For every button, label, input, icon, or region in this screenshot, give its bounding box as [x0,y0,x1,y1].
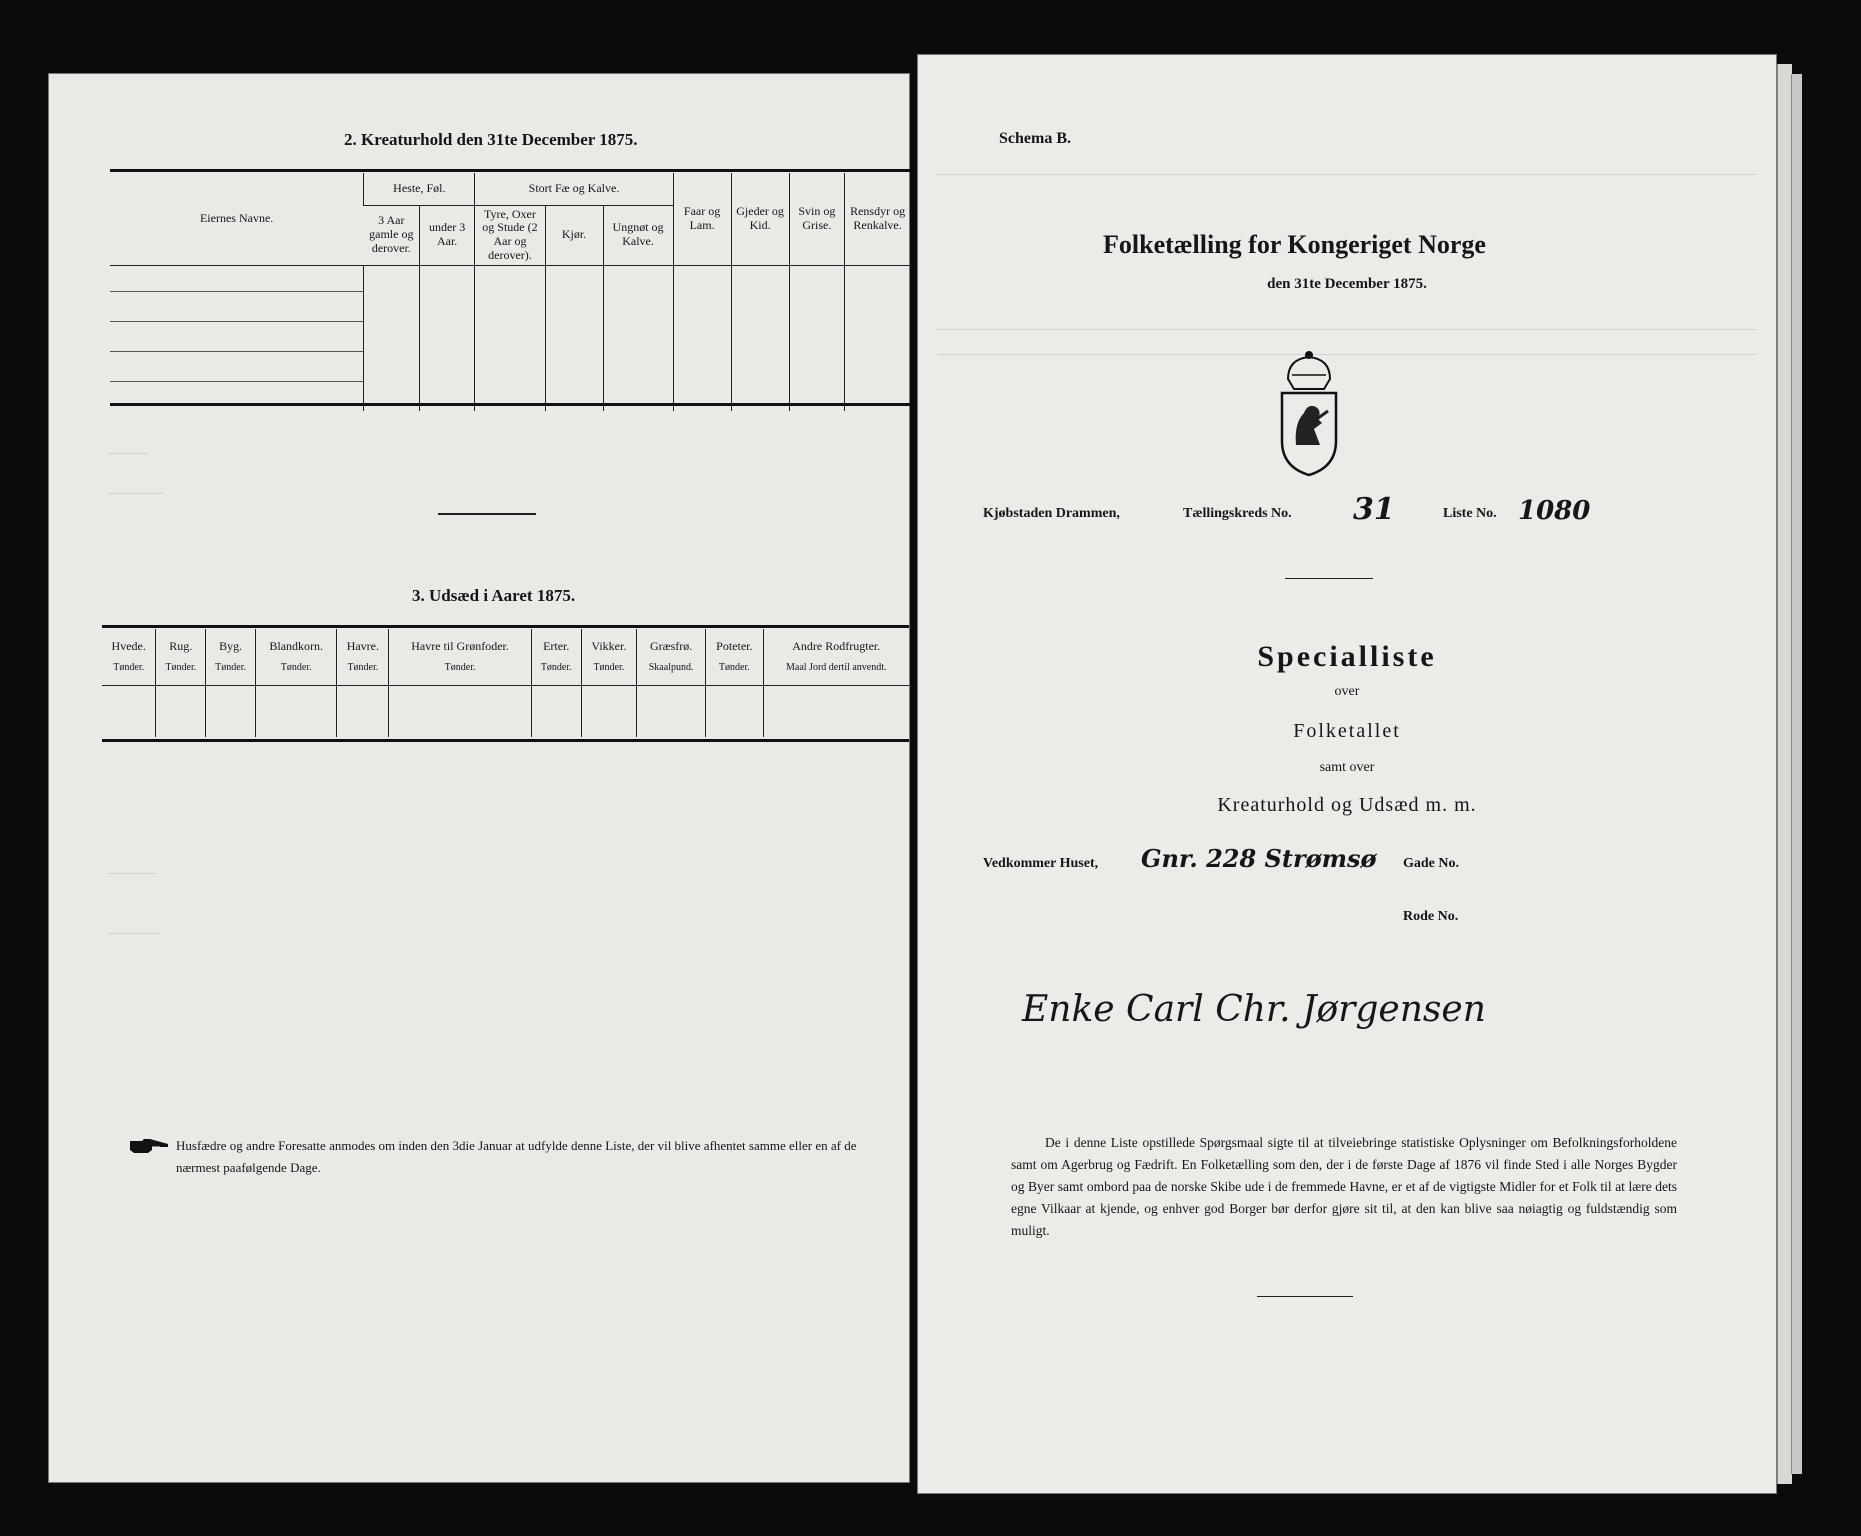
seed-cell [206,685,256,737]
schema-label: Schema B. [999,130,1071,147]
vedkommer-label: Vedkommer Huset, [983,856,1099,871]
col-pigs: Svin og Grise. [789,173,845,265]
seed-col-header [581,629,636,685]
house-line [983,844,1683,884]
seed-cell [389,685,532,737]
house-value: Gnr. 228 Strømsø [1141,844,1377,873]
seed-col-name: Hvede. [111,639,146,654]
col-sheep: Faar og Lam. [673,173,731,265]
seed-col-name: Andre Rodfrugter. [792,639,881,654]
seed-cell [581,685,636,737]
folketallet-heading: Folketallet [1293,720,1401,742]
seed-cell [156,685,206,737]
seed-col-name: Havre til Grønfoder. [411,639,509,654]
kreds-value: 31 [1353,492,1395,527]
seed-cell [255,685,336,737]
seed-table [102,629,909,737]
section2-title: 2. Kreaturhold den 31te December 1875. [344,130,638,149]
seed-col-unit: Maal Jord dertil anvendt. [786,661,887,673]
col-horses-young: under 3 Aar. [419,205,475,265]
seed-cell [102,685,156,737]
seed-col-name: Rug. [169,639,193,654]
table2-bottom-rule [110,403,910,406]
show-through-line [108,873,156,874]
seed-col-name: Byg. [219,639,243,654]
seed-col-unit: Tønder. [444,661,476,673]
page-edge [1791,74,1802,1474]
pointing-hand-icon [128,1136,172,1156]
table3-bottom-rule [102,739,909,742]
seed-cell [706,685,763,737]
info-paragraph: De i denne Liste opstillede Spørgsmaal sigte til at tilveiebringe statistiske Oplysninger om Befolkningsforholdene samt om Agerbrug og Fædrift. En Folketælling som den, der i de første Dage af 1876 vil finde Sted i alle Norges Bygder og Byer samt ombord paa de norske Skibe ude i de fremmede Havne, er et af de vigtigste Midler for et Folk til at lære dets egne Vilkaar at kjende, og enhver god Borger bør derfor gjøre sit til, at den kan blive saa nøiagtig og fuldstændig som muligt. [1011,1135,1677,1238]
seed-cell [763,685,909,737]
show-through-line [937,354,1757,355]
kjobstaden-label: Kjøbstaden Drammen, [983,506,1120,521]
seed-col-header [255,629,336,685]
signature: Enke Carl Chr. Jørgensen [1022,989,1486,1030]
census-title: Folketælling for Kongeriget Norge [1103,230,1486,259]
col-horses: Heste, Føl. [364,173,475,205]
divider-line [1285,578,1373,579]
seed-col-header [531,629,581,685]
specialliste-heading: Specialliste [1257,640,1437,673]
show-through-line [937,329,1757,330]
seed-col-unit: Tønder. [718,661,750,673]
show-through-line [108,453,148,454]
seed-col-header [763,629,909,685]
seed-col-header [156,629,206,685]
coat-of-arms-icon [1274,349,1344,479]
seed-col-unit: Tønder. [593,661,625,673]
page-edge [1777,64,1792,1484]
seed-col-header [706,629,763,685]
livestock-table [110,173,910,411]
liste-value: 1080 [1518,496,1591,526]
left-page [48,73,910,1483]
seed-col-name: Blandkorn. [269,639,324,654]
table3-top-rule [102,625,909,628]
section3-title: 3. Udsæd i Aaret 1875. [412,586,576,605]
col-owner: Eiernes Navne. [199,210,274,225]
seed-cell [337,685,389,737]
col-cattle-cows: Kjør. [545,205,603,265]
show-through-line [108,933,160,934]
show-through-line [108,493,163,494]
seed-col-unit: Tønder. [540,661,572,673]
col-goats: Gjeder og Kid. [731,173,789,265]
seed-col-name: Græsfrø. [649,639,693,654]
seed-col-unit: Tønder. [165,661,197,673]
seed-col-header [206,629,256,685]
gade-label: Gade No. [1403,856,1459,871]
seed-cell [531,685,581,737]
notice-text: Husfædre og andre Foresatte anmodes om inden den 3die Januar at udfylde denne Liste, der vil blive afhentet samme eller en af de nærmest paafølgende Dage. [176,1138,857,1175]
census-date: den 31te December 1875. [1267,276,1427,292]
seed-col-unit: Skaalpund. [648,661,694,673]
seed-col-unit: Tønder. [215,661,246,673]
bottom-divider [1257,1296,1353,1297]
seed-col-name: Poteter. [716,639,753,654]
col-cattle-young: Ungnøt og Kalve. [603,205,673,265]
samt-over-text: samt over [1319,760,1375,775]
seed-col-name: Vikker. [591,639,627,654]
right-page [917,54,1777,1494]
table2-top-rule [110,169,910,172]
seed-cell [637,685,706,737]
kreds-label: Tællingskreds No. [1183,506,1292,521]
seed-col-unit: Tønder. [347,661,379,673]
kreaturhold-heading: Kreaturhold og Udsæd m. m. [1217,794,1477,816]
seed-col-name: Havre. [346,639,380,654]
seed-col-unit: Tønder. [280,661,312,673]
col-reindeer: Rensdyr og Renkalve. [845,173,910,265]
seed-col-header [637,629,706,685]
seed-col-header [102,629,156,685]
seed-col-name: Erter. [543,639,570,654]
col-horses-old: 3 Aar gamle og derover. [364,205,420,265]
col-cattle-bulls: Tyre, Oxer og Stude (2 Aar og derover). [475,205,545,265]
liste-label: Liste No. [1443,506,1497,521]
show-through-line [937,174,1757,175]
rode-label: Rode No. [1403,909,1459,924]
over-text: over [1334,684,1360,699]
section-divider [438,513,536,515]
seed-col-unit: Tønder. [113,661,145,673]
location-line [983,492,1763,530]
seed-col-header [337,629,389,685]
col-cattle: Stort Fæ og Kalve. [475,173,673,205]
seed-col-header [389,629,532,685]
